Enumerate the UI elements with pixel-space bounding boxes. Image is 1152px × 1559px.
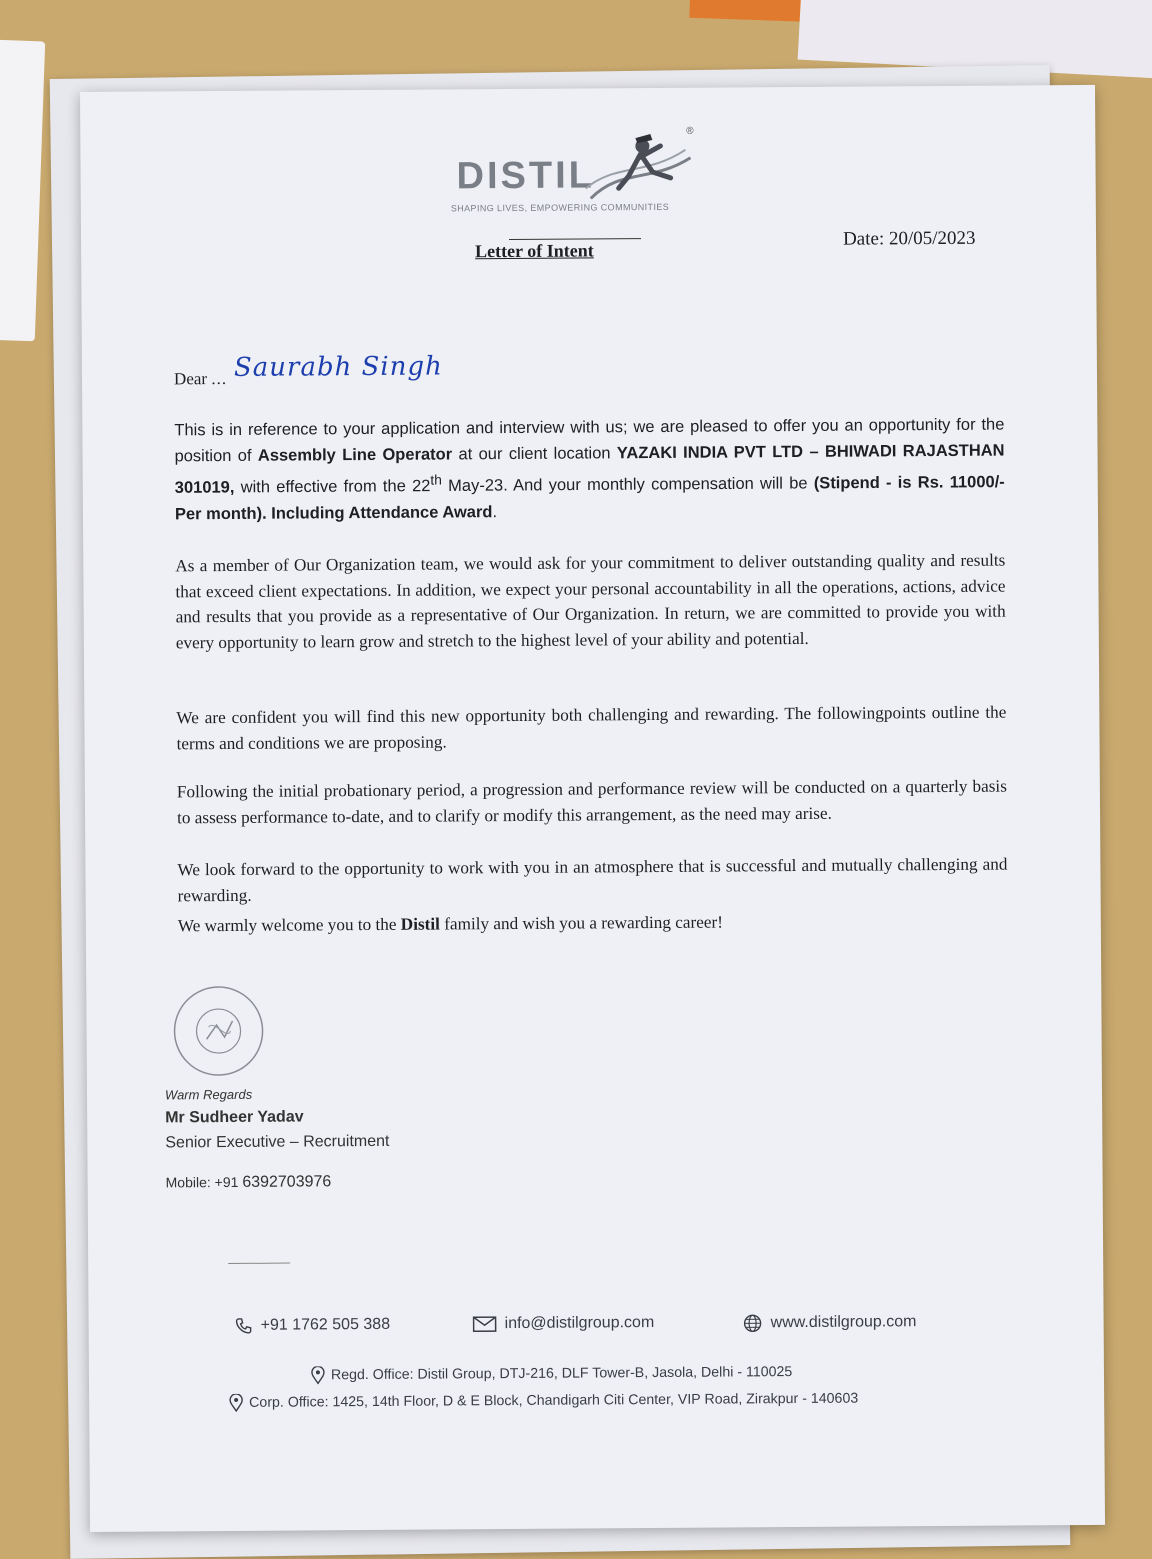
offer-text-2: at our client location <box>452 444 617 464</box>
position-name: Assembly Line Operator <box>257 445 453 465</box>
phone-icon <box>235 1317 253 1335</box>
footer-divider <box>228 1263 290 1264</box>
website-url: www.distilgroup.com <box>770 1313 917 1332</box>
phone-number: +91 1762 505 388 <box>260 1315 391 1334</box>
salutation <box>174 369 227 389</box>
mobile-number: 6392703976 <box>242 1173 332 1191</box>
graduate-figure-icon <box>580 125 701 209</box>
signatory-name: Mr Sudheer Yadav <box>165 1108 304 1127</box>
offer-text-1: This is in reference to your application and interview with us; we are pleased to offer you an opportunity for the position of <box>174 415 1005 466</box>
paragraph-probation: Following the initial probationary period, a progression and performance review will be conducted on a quarterly basis to assess performance to-date, and to clarify or modify this arrangement, as the need may arise. <box>176 776 1007 827</box>
location-pin-icon <box>311 1366 325 1384</box>
paragraph-confidence: We are confident you will find this new opportunity both challenging and rewarding. The followingpoints outline the terms and conditions we are proposing. <box>176 702 1007 753</box>
signatory-title: Senior Executive – Recruitment <box>165 1132 390 1152</box>
paragraph-welcome <box>178 908 1008 939</box>
date-suffix: th <box>430 472 442 488</box>
regd-office-address <box>311 1363 792 1384</box>
corp-office-address <box>229 1390 858 1412</box>
footer-phone <box>235 1316 391 1335</box>
mobile-label: Mobile: +91 <box>165 1173 239 1191</box>
closing: Warm Regards <box>164 1086 253 1103</box>
email-address: info@distilgroup.com <box>504 1314 655 1333</box>
paragraph-offer <box>174 412 1005 527</box>
desk-paper-left <box>0 39 45 342</box>
logo-tagline: SHAPING LIVES, EMPOWERING COMMUNITIES <box>450 201 670 214</box>
letter-date: Date: 20/05/2023 <box>842 227 976 250</box>
regd-office-text: Regd. Office: Distil Group, DTJ-216, DLF Tower-B, Jasola, Delhi - 110025 <box>330 1364 793 1384</box>
corp-office-text: Corp. Office: 1425, 14th Floor, D & E Block, Chandigarh Citi Center, VIP Road, Zirakpur - 140603 <box>249 1390 859 1411</box>
registered-mark: ® <box>686 125 694 137</box>
company-name: Distil <box>400 914 440 934</box>
company-stamp <box>168 981 269 1082</box>
logo-wordmark: DISTIL <box>456 154 596 198</box>
footer-email <box>473 1314 655 1333</box>
signatory-mobile <box>166 1173 332 1192</box>
envelope-icon <box>473 1316 497 1332</box>
paragraph-look-forward: We look forward to the opportunity to work with you in an atmosphere that is successful and mutually challenging and rewarding. <box>177 854 1008 905</box>
paragraph-commitment: As a member of Our Organization team, we would ask for your commitment to deliver outstanding quality and results that exceed client expectations. In addition, we expect your personal accountability in all the operations, actions, advice and results that you provide as a representative of Our Organization. In return, we are committed to provide you with every opportunity to learn grow and stretch to the highest level of your ability and potential. <box>175 550 1006 652</box>
salutation-word: Dear <box>173 369 208 389</box>
letter-sheet <box>80 85 1105 1532</box>
welcome-text-1: We warmly welcome you to the <box>177 914 401 936</box>
location-pin-icon <box>229 1394 243 1412</box>
welcome-text-2: family and wish you a rewarding career! <box>439 912 723 934</box>
offer-text-4: May-23. And your monthly compensation will be <box>441 474 814 495</box>
client-location: YAZAKI INDIA PVT LTD – BHIWADI RAJASTHAN 301019, <box>174 441 1005 497</box>
globe-icon <box>743 1313 763 1333</box>
footer-website <box>743 1312 917 1333</box>
stipend-amount: (Stipend - is Rs. 11000/- Per month). Including Attendance Award <box>174 473 1005 523</box>
offer-text-5: . <box>492 502 498 521</box>
offer-text-3: with effective from the 22 <box>234 477 431 497</box>
letter-title: Letter of Intent <box>475 240 594 262</box>
salutation-dots: ... <box>211 368 228 389</box>
recipient-handwritten-name: Saurabh Singh <box>233 351 443 383</box>
